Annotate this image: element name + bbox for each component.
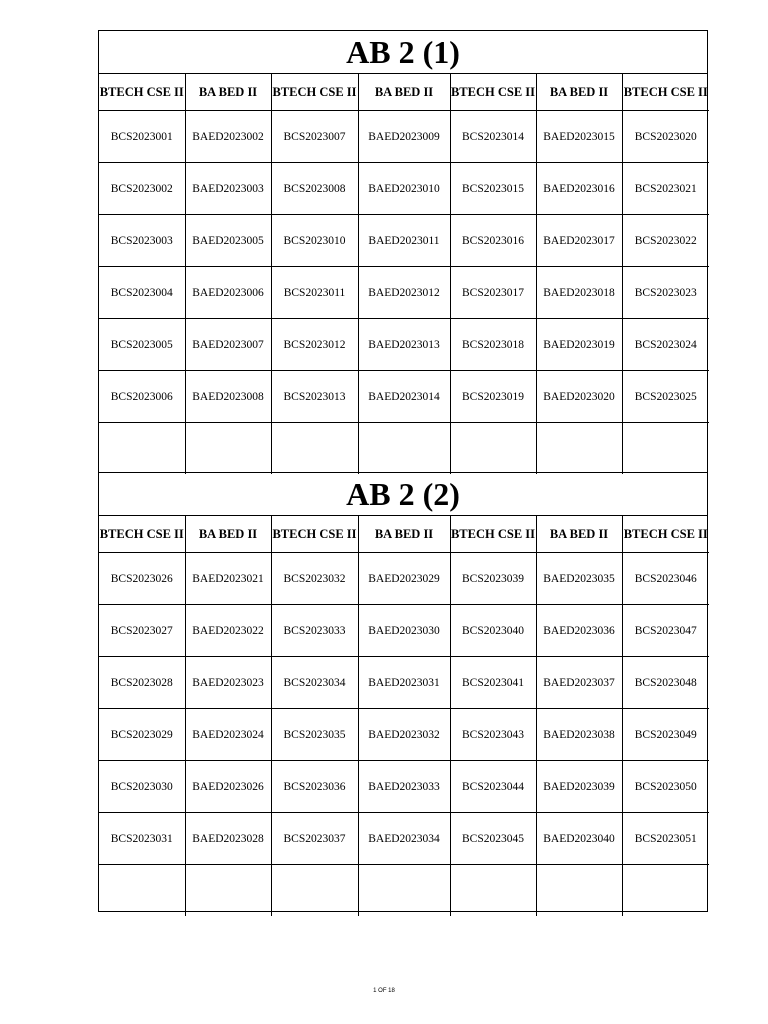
roll-number-cell	[358, 865, 450, 917]
page-number: 1 OF 18	[373, 988, 395, 994]
roll-number-cell	[622, 865, 709, 917]
roll-number-cell: BCS2023019	[450, 371, 536, 423]
roll-number-cell	[99, 423, 185, 475]
table-row	[99, 267, 709, 319]
column-header: BTECH CSE II	[622, 74, 709, 111]
column-header: BA BED II	[185, 74, 271, 111]
roll-number-cell: BCS2023013	[271, 371, 358, 423]
table-row	[99, 319, 709, 371]
roll-number-cell: BCS2023017	[450, 267, 536, 319]
column-header: BTECH CSE II	[99, 74, 185, 111]
roll-number-cell: BAED2023021	[185, 553, 271, 605]
roll-number-cell: BAED2023034	[358, 813, 450, 865]
roll-number-cell: BCS2023044	[450, 761, 536, 813]
roll-number-cell: BCS2023033	[271, 605, 358, 657]
roll-number-cell: BAED2023003	[185, 163, 271, 215]
roll-number-cell: BAED2023038	[536, 709, 622, 761]
table-row	[99, 215, 709, 267]
roll-number-cell	[622, 423, 709, 475]
table-row	[99, 605, 709, 657]
roll-number-cell: BAED2023023	[185, 657, 271, 709]
roll-number-cell: BAED2023040	[536, 813, 622, 865]
roll-number-cell: BCS2023051	[622, 813, 709, 865]
header-row	[99, 74, 709, 111]
roll-number-cell: BCS2023005	[99, 319, 185, 371]
room-title: AB 2 (1)	[99, 31, 707, 74]
roll-number-cell: BAED2023033	[358, 761, 450, 813]
roll-number-cell: BAED2023032	[358, 709, 450, 761]
column-header: BTECH CSE II	[450, 74, 536, 111]
table-row	[99, 709, 709, 761]
roll-number-cell: BCS2023046	[622, 553, 709, 605]
roll-number-cell: BCS2023025	[622, 371, 709, 423]
roll-number-cell: BAED2023012	[358, 267, 450, 319]
roll-number-cell	[450, 423, 536, 475]
roll-number-cell: BCS2023012	[271, 319, 358, 371]
roll-number-cell: BCS2023021	[622, 163, 709, 215]
roll-number-cell: BAED2023022	[185, 605, 271, 657]
roll-number-cell: BCS2023041	[450, 657, 536, 709]
roll-number-cell: BAED2023002	[185, 111, 271, 163]
table-row	[99, 865, 709, 917]
roll-number-cell: BAED2023016	[536, 163, 622, 215]
roll-number-cell: BCS2023043	[450, 709, 536, 761]
roll-number-cell: BCS2023002	[99, 163, 185, 215]
roll-number-cell: BAED2023026	[185, 761, 271, 813]
roll-number-cell	[450, 865, 536, 917]
room-section-2	[98, 472, 708, 912]
roll-number-cell: BCS2023029	[99, 709, 185, 761]
column-header: BTECH CSE II	[450, 516, 536, 553]
header-row	[99, 516, 709, 553]
roll-number-cell: BCS2023018	[450, 319, 536, 371]
roll-number-cell: BCS2023015	[450, 163, 536, 215]
roll-number-cell: BAED2023015	[536, 111, 622, 163]
table-row	[99, 761, 709, 813]
column-header: BA BED II	[185, 516, 271, 553]
roll-number-cell: BAED2023017	[536, 215, 622, 267]
room-section-1	[98, 30, 708, 473]
roll-number-cell: BCS2023006	[99, 371, 185, 423]
roll-number-cell: BCS2023011	[271, 267, 358, 319]
roll-number-cell	[536, 865, 622, 917]
roll-number-cell: BCS2023037	[271, 813, 358, 865]
roll-number-cell: BCS2023023	[622, 267, 709, 319]
roll-number-cell: BCS2023030	[99, 761, 185, 813]
roll-number-cell: BAED2023009	[358, 111, 450, 163]
table-row	[99, 163, 709, 215]
table-row	[99, 553, 709, 605]
column-header: BA BED II	[358, 74, 450, 111]
roll-number-cell: BCS2023048	[622, 657, 709, 709]
roll-number-cell: BAED2023039	[536, 761, 622, 813]
roll-number-cell: BAED2023029	[358, 553, 450, 605]
room-title: AB 2 (2)	[99, 473, 707, 516]
roll-number-cell: BCS2023045	[450, 813, 536, 865]
roll-number-cell: BAED2023036	[536, 605, 622, 657]
column-header: BA BED II	[358, 516, 450, 553]
roll-number-cell: BAED2023030	[358, 605, 450, 657]
roll-number-cell: BAED2023035	[536, 553, 622, 605]
roll-number-cell: BAED2023007	[185, 319, 271, 371]
roll-number-cell: BCS2023007	[271, 111, 358, 163]
column-header: BTECH CSE II	[622, 516, 709, 553]
roll-number-cell: BCS2023003	[99, 215, 185, 267]
roll-number-cell: BCS2023036	[271, 761, 358, 813]
column-header: BTECH CSE II	[99, 516, 185, 553]
roll-number-cell: BCS2023016	[450, 215, 536, 267]
roll-number-cell: BCS2023034	[271, 657, 358, 709]
roll-number-cell: BCS2023028	[99, 657, 185, 709]
table-row	[99, 371, 709, 423]
roll-number-cell: BAED2023005	[185, 215, 271, 267]
roll-number-cell: BCS2023040	[450, 605, 536, 657]
roll-number-cell: BCS2023026	[99, 553, 185, 605]
column-header: BA BED II	[536, 516, 622, 553]
roll-number-cell: BCS2023032	[271, 553, 358, 605]
roll-number-cell: BAED2023028	[185, 813, 271, 865]
roll-number-cell: BCS2023001	[99, 111, 185, 163]
roll-number-cell: BAED2023031	[358, 657, 450, 709]
roll-number-cell: BCS2023050	[622, 761, 709, 813]
roll-number-cell: BCS2023031	[99, 813, 185, 865]
roll-number-cell: BAED2023013	[358, 319, 450, 371]
roll-number-cell	[271, 423, 358, 475]
roll-number-cell: BCS2023014	[450, 111, 536, 163]
roll-number-cell: BAED2023037	[536, 657, 622, 709]
roll-number-cell: BCS2023027	[99, 605, 185, 657]
table-row	[99, 813, 709, 865]
roll-number-cell: BAED2023024	[185, 709, 271, 761]
roll-number-cell: BCS2023008	[271, 163, 358, 215]
roll-number-cell: BAED2023018	[536, 267, 622, 319]
roll-number-cell: BAED2023010	[358, 163, 450, 215]
roll-number-cell: BCS2023022	[622, 215, 709, 267]
table-row	[99, 657, 709, 709]
roll-number-cell	[271, 865, 358, 917]
roll-number-cell: BAED2023014	[358, 371, 450, 423]
roll-number-cell: BAED2023008	[185, 371, 271, 423]
roll-number-cell: BCS2023020	[622, 111, 709, 163]
roll-number-cell	[536, 423, 622, 475]
seating-table	[99, 516, 709, 916]
roll-number-cell	[185, 865, 271, 917]
roll-number-cell: BAED2023019	[536, 319, 622, 371]
roll-number-cell	[185, 423, 271, 475]
roll-number-cell: BCS2023047	[622, 605, 709, 657]
roll-number-cell: BAED2023006	[185, 267, 271, 319]
seating-table	[99, 74, 709, 474]
roll-number-cell: BCS2023004	[99, 267, 185, 319]
roll-number-cell: BCS2023010	[271, 215, 358, 267]
roll-number-cell: BAED2023020	[536, 371, 622, 423]
column-header: BTECH CSE II	[271, 516, 358, 553]
roll-number-cell: BCS2023024	[622, 319, 709, 371]
roll-number-cell: BAED2023011	[358, 215, 450, 267]
column-header: BA BED II	[536, 74, 622, 111]
column-header: BTECH CSE II	[271, 74, 358, 111]
roll-number-cell	[99, 865, 185, 917]
roll-number-cell	[358, 423, 450, 475]
table-row	[99, 111, 709, 163]
roll-number-cell: BCS2023035	[271, 709, 358, 761]
roll-number-cell: BCS2023039	[450, 553, 536, 605]
roll-number-cell: BCS2023049	[622, 709, 709, 761]
table-row	[99, 423, 709, 475]
